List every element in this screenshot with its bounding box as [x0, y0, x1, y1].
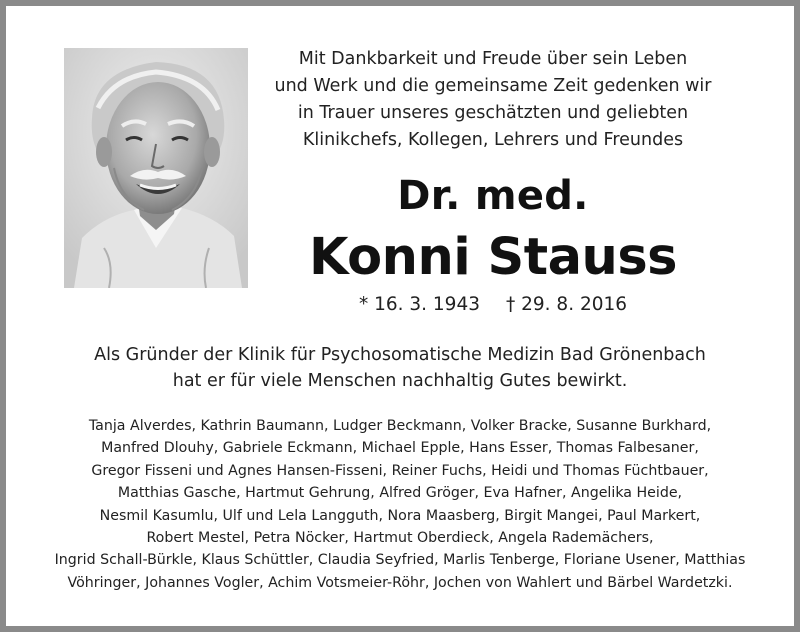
statement-line: Als Gründer der Klinik für Psychosomatische Medizin Bad Grönenbach	[94, 345, 706, 365]
signer-line: Matthias Gasche, Hartmut Gehrung, Alfred Gröger, Eva Hafner, Angelika Heide,	[117, 485, 683, 502]
intro-text	[268, 46, 718, 154]
signer-line: Vöhringer, Johannes Vogler, Achim Votsmeier-Röhr, Jochen von Wahlert und Bärbel Wardetzki.	[67, 574, 733, 591]
signer-line: Manfred Dlouhy, Gabriele Eckmann, Michael Epple, Hans Esser, Thomas Falbesaner,	[101, 440, 699, 457]
portrait-photo	[64, 48, 248, 288]
signer-line: Nesmil Kasumlu, Ulf und Lela Langguth, Nora Maasberg, Birgit Mangei, Paul Markert,	[99, 507, 701, 524]
academic-title: Dr. med.	[397, 173, 589, 219]
life-dates	[268, 292, 718, 318]
signer-line: Gregor Fisseni und Agnes Hansen-Fisseni, Reiner Fuchs, Heidi und Thomas Füchtbauer,	[91, 462, 709, 479]
portrait-image	[64, 48, 248, 288]
signer-line: Robert Mestel, Petra Nöcker, Hartmut Oberdieck, Angela Rademächers,	[146, 530, 654, 547]
obituary-notice	[6, 6, 794, 626]
signer-line: Ingrid Schall-Bürkle, Klaus Schüttler, Claudia Seyfried, Marlis Tenberge, Floriane Usener, Matthias	[54, 552, 746, 569]
intro-line: Klinikchefs, Kollegen, Lehrers und Freundes	[302, 130, 684, 150]
signer-list	[16, 415, 784, 594]
birth-date: * 16. 3. 1943	[358, 294, 480, 315]
signer-line: Tanja Alverdes, Kathrin Baumann, Ludger Beckmann, Volker Bracke, Susanne Burkhard,	[88, 418, 712, 434]
intro-line: und Werk und die gemeinsame Zeit gedenken wir	[274, 76, 712, 96]
tribute-statement	[26, 342, 774, 394]
deceased-name: Konni Stauss	[308, 228, 678, 287]
death-date: † 29. 8. 2016	[506, 294, 628, 315]
intro-line: in Trauer unseres geschätzten und geliebten	[297, 103, 689, 123]
statement-line: hat er für viele Menschen nachhaltig Gutes bewirkt.	[172, 371, 628, 391]
intro-line: Mit Dankbarkeit und Freude über sein Leben	[298, 49, 688, 69]
